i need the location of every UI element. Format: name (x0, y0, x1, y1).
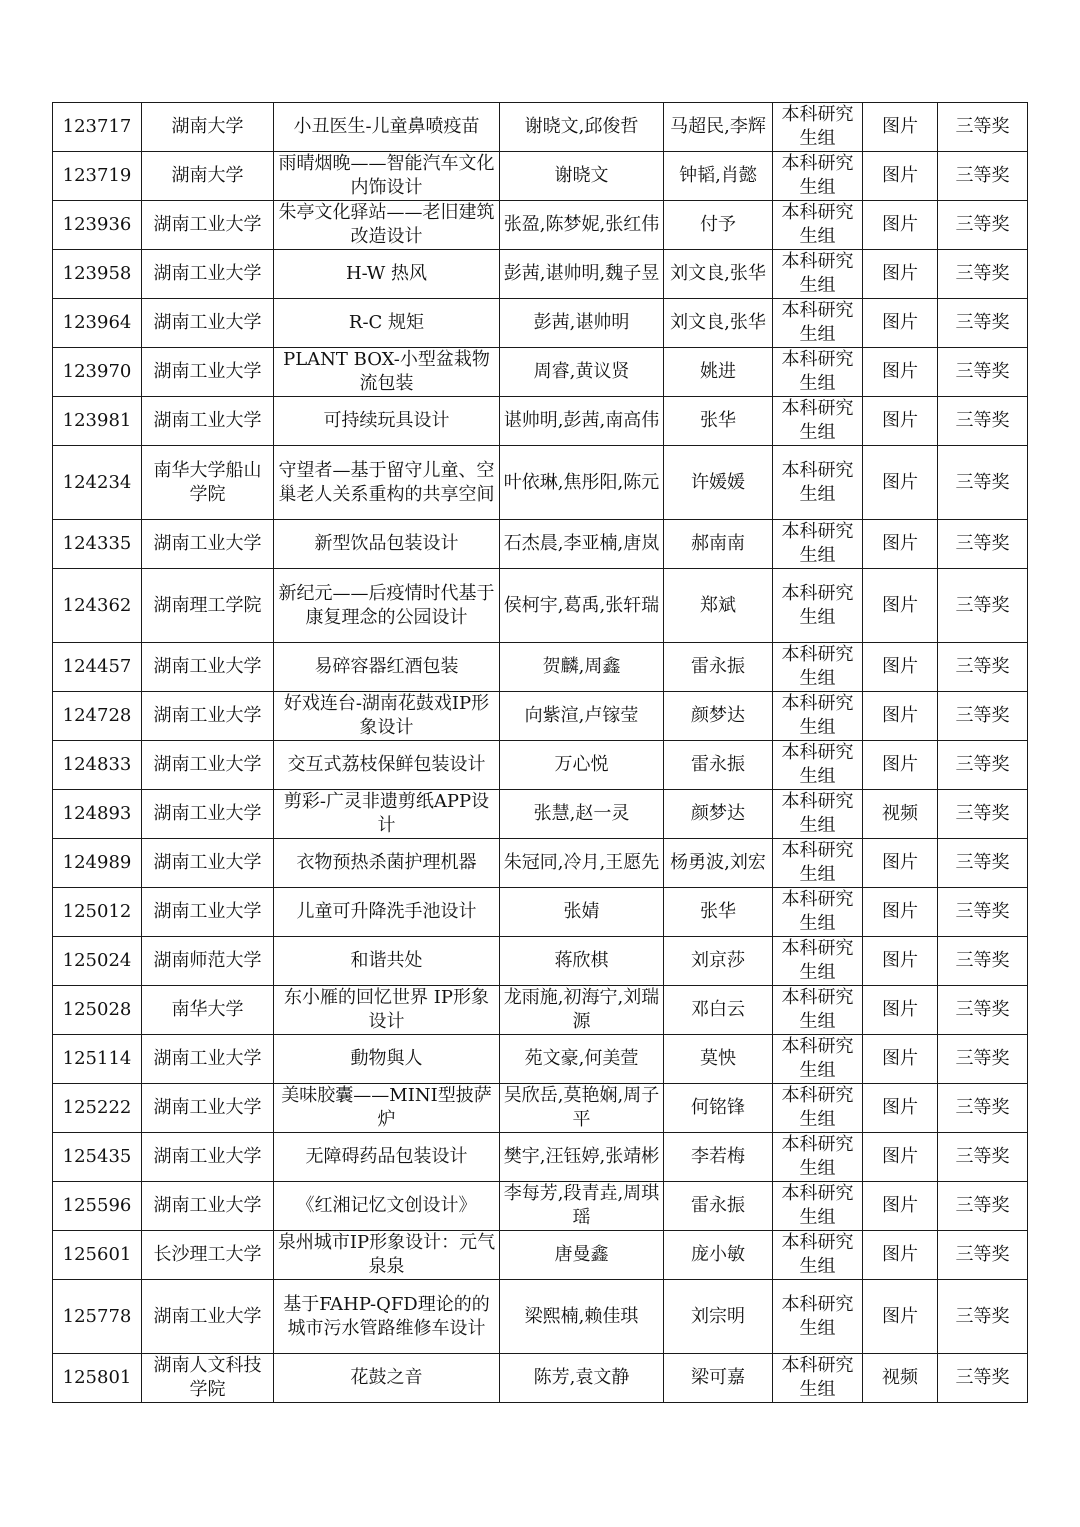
group-cell: 本科研究生组 (773, 299, 863, 348)
school-cell: 长沙理工大学 (142, 1231, 274, 1280)
entry-id-cell: 123964 (53, 299, 142, 348)
school-cell: 湖南工业大学 (142, 1084, 274, 1133)
advisors-cell: 张华 (664, 888, 773, 937)
authors-cell: 石杰晨,李亚楠,唐岚 (500, 520, 664, 569)
advisors-cell: 雷永振 (664, 1182, 773, 1231)
work-type-cell: 图片 (863, 1035, 938, 1084)
school-cell: 湖南工业大学 (142, 348, 274, 397)
table-row (53, 152, 1028, 201)
entry-id-cell: 124989 (53, 839, 142, 888)
advisors-cell: 刘文良,张华 (664, 250, 773, 299)
award-cell: 三等奖 (938, 839, 1028, 888)
group-cell: 本科研究生组 (773, 201, 863, 250)
award-cell: 三等奖 (938, 1354, 1028, 1403)
work-title-cell: R-C 规矩 (274, 299, 500, 348)
advisors-cell: 刘文良,张华 (664, 299, 773, 348)
entry-id-cell: 123970 (53, 348, 142, 397)
award-cell: 三等奖 (938, 692, 1028, 741)
table-row (53, 986, 1028, 1035)
award-cell: 三等奖 (938, 103, 1028, 152)
work-type-cell: 图片 (863, 446, 938, 520)
work-type-cell: 图片 (863, 569, 938, 643)
group-cell: 本科研究生组 (773, 520, 863, 569)
authors-cell: 彭茜,谌帅明 (500, 299, 664, 348)
table-row (53, 348, 1028, 397)
entry-id-cell: 123958 (53, 250, 142, 299)
work-type-cell: 图片 (863, 520, 938, 569)
group-cell: 本科研究生组 (773, 1084, 863, 1133)
entry-id-cell: 123719 (53, 152, 142, 201)
award-cell: 三等奖 (938, 152, 1028, 201)
work-title-cell: 雨晴烟晚——智能汽车文化内饰设计 (274, 152, 500, 201)
advisors-cell: 刘宗明 (664, 1280, 773, 1354)
advisors-cell: 郝南南 (664, 520, 773, 569)
table-row (53, 643, 1028, 692)
work-title-cell: 泉州城市IP形象设计：元气泉泉 (274, 1231, 500, 1280)
work-title-cell: 花鼓之音 (274, 1354, 500, 1403)
entry-id-cell: 124234 (53, 446, 142, 520)
table-row (53, 569, 1028, 643)
group-cell: 本科研究生组 (773, 1035, 863, 1084)
school-cell: 湖南工业大学 (142, 1280, 274, 1354)
group-cell: 本科研究生组 (773, 569, 863, 643)
group-cell: 本科研究生组 (773, 692, 863, 741)
work-type-cell: 图片 (863, 692, 938, 741)
work-type-cell: 图片 (863, 937, 938, 986)
table-row (53, 937, 1028, 986)
entry-id-cell: 125012 (53, 888, 142, 937)
table-row (53, 520, 1028, 569)
advisors-cell: 雷永振 (664, 643, 773, 692)
entry-id-cell: 125778 (53, 1280, 142, 1354)
entry-id-cell: 124728 (53, 692, 142, 741)
authors-cell: 贺麟,周鑫 (500, 643, 664, 692)
authors-cell: 陈芳,袁文静 (500, 1354, 664, 1403)
work-title-cell: 新纪元——后疫情时代基于康复理念的公园设计 (274, 569, 500, 643)
school-cell: 南华大学船山学院 (142, 446, 274, 520)
advisors-cell: 许媛媛 (664, 446, 773, 520)
authors-cell: 侯柯宇,葛禹,张轩瑞 (500, 569, 664, 643)
group-cell: 本科研究生组 (773, 643, 863, 692)
entry-id-cell: 123936 (53, 201, 142, 250)
authors-cell: 蒋欣棋 (500, 937, 664, 986)
award-list-table (52, 102, 1028, 1403)
award-cell: 三等奖 (938, 643, 1028, 692)
school-cell: 湖南工业大学 (142, 790, 274, 839)
entry-id-cell: 125801 (53, 1354, 142, 1403)
authors-cell: 谢晓文 (500, 152, 664, 201)
advisors-cell: 张华 (664, 397, 773, 446)
work-title-cell: 无障碍药品包装设计 (274, 1133, 500, 1182)
school-cell: 湖南工业大学 (142, 520, 274, 569)
authors-cell: 朱冠同,冷月,王愿先 (500, 839, 664, 888)
table-row (53, 1182, 1028, 1231)
award-cell: 三等奖 (938, 446, 1028, 520)
table-row (53, 250, 1028, 299)
award-cell: 三等奖 (938, 250, 1028, 299)
table-row (53, 299, 1028, 348)
work-type-cell: 图片 (863, 348, 938, 397)
work-type-cell: 图片 (863, 888, 938, 937)
work-title-cell: 小丑医生-儿童鼻喷疫苗 (274, 103, 500, 152)
group-cell: 本科研究生组 (773, 790, 863, 839)
award-cell: 三等奖 (938, 520, 1028, 569)
work-type-cell: 图片 (863, 1231, 938, 1280)
work-title-cell: 守望者—基于留守儿童、空巢老人关系重构的共享空间 (274, 446, 500, 520)
school-cell: 湖南工业大学 (142, 1182, 274, 1231)
work-type-cell: 图片 (863, 741, 938, 790)
table-row (53, 888, 1028, 937)
authors-cell: 梁熙楠,赖佳琪 (500, 1280, 664, 1354)
table-row (53, 741, 1028, 790)
advisors-cell: 马超民,李辉 (664, 103, 773, 152)
advisors-cell: 颜梦达 (664, 790, 773, 839)
group-cell: 本科研究生组 (773, 1280, 863, 1354)
work-type-cell: 图片 (863, 643, 938, 692)
group-cell: 本科研究生组 (773, 250, 863, 299)
work-title-cell: 儿童可升降洗手池设计 (274, 888, 500, 937)
authors-cell: 万心悦 (500, 741, 664, 790)
work-title-cell: 新型饮品包装设计 (274, 520, 500, 569)
award-cell: 三等奖 (938, 1182, 1028, 1231)
work-title-cell: 美味胶囊——MINI型披萨炉 (274, 1084, 500, 1133)
award-cell: 三等奖 (938, 397, 1028, 446)
school-cell: 南华大学 (142, 986, 274, 1035)
advisors-cell: 庞小敏 (664, 1231, 773, 1280)
award-cell: 三等奖 (938, 1280, 1028, 1354)
school-cell: 湖南大学 (142, 103, 274, 152)
entry-id-cell: 124335 (53, 520, 142, 569)
table-body (53, 103, 1028, 1403)
work-type-cell: 图片 (863, 397, 938, 446)
school-cell: 湖南人文科技学院 (142, 1354, 274, 1403)
work-type-cell: 图片 (863, 1084, 938, 1133)
work-type-cell: 图片 (863, 152, 938, 201)
authors-cell: 周睿,黄议贤 (500, 348, 664, 397)
authors-cell: 向紫渲,卢镓莹 (500, 692, 664, 741)
school-cell: 湖南理工学院 (142, 569, 274, 643)
work-title-cell: 东小雁的回忆世界 IP形象设计 (274, 986, 500, 1035)
entry-id-cell: 124893 (53, 790, 142, 839)
work-title-cell: 易碎容器红酒包装 (274, 643, 500, 692)
entry-id-cell: 125114 (53, 1035, 142, 1084)
school-cell: 湖南工业大学 (142, 397, 274, 446)
award-cell: 三等奖 (938, 348, 1028, 397)
advisors-cell: 付予 (664, 201, 773, 250)
group-cell: 本科研究生组 (773, 446, 863, 520)
table-row (53, 1354, 1028, 1403)
authors-cell: 谢晓文,邱俊哲 (500, 103, 664, 152)
work-title-cell: 交互式荔枝保鲜包装设计 (274, 741, 500, 790)
advisors-cell: 何铭锋 (664, 1084, 773, 1133)
entry-id-cell: 125435 (53, 1133, 142, 1182)
work-title-cell: PLANT BOX-小型盆栽物流包装 (274, 348, 500, 397)
advisors-cell: 莫怏 (664, 1035, 773, 1084)
table-row (53, 1084, 1028, 1133)
group-cell: 本科研究生组 (773, 1231, 863, 1280)
entry-id-cell: 123717 (53, 103, 142, 152)
group-cell: 本科研究生组 (773, 937, 863, 986)
advisors-cell: 刘京莎 (664, 937, 773, 986)
award-cell: 三等奖 (938, 1133, 1028, 1182)
school-cell: 湖南工业大学 (142, 201, 274, 250)
authors-cell: 叶依琳,焦彤阳,陈元 (500, 446, 664, 520)
work-title-cell: 朱亭文化驿站——老旧建筑改造设计 (274, 201, 500, 250)
authors-cell: 彭茜,谌帅明,魏子昱 (500, 250, 664, 299)
authors-cell: 张婧 (500, 888, 664, 937)
work-type-cell: 视频 (863, 1354, 938, 1403)
award-cell: 三等奖 (938, 790, 1028, 839)
work-type-cell: 视频 (863, 790, 938, 839)
table-row (53, 1280, 1028, 1354)
group-cell: 本科研究生组 (773, 348, 863, 397)
entry-id-cell: 125601 (53, 1231, 142, 1280)
entry-id-cell: 125024 (53, 937, 142, 986)
award-cell: 三等奖 (938, 741, 1028, 790)
work-type-cell: 图片 (863, 299, 938, 348)
work-type-cell: 图片 (863, 839, 938, 888)
advisors-cell: 李若梅 (664, 1133, 773, 1182)
award-cell: 三等奖 (938, 201, 1028, 250)
work-title-cell: 可持续玩具设计 (274, 397, 500, 446)
work-title-cell: 好戏连台-湖南花鼓戏IP形象设计 (274, 692, 500, 741)
authors-cell: 苑文豪,何美萱 (500, 1035, 664, 1084)
work-title-cell: 基于FAHP-QFD理论的的城市污水管路维修车设计 (274, 1280, 500, 1354)
advisors-cell: 钟韬,肖懿 (664, 152, 773, 201)
award-cell: 三等奖 (938, 569, 1028, 643)
authors-cell: 龙雨施,初海宁,刘瑞源 (500, 986, 664, 1035)
work-type-cell: 图片 (863, 201, 938, 250)
work-title-cell: 衣物预热杀菌护理机器 (274, 839, 500, 888)
authors-cell: 张盈,陈梦妮,张红伟 (500, 201, 664, 250)
advisors-cell: 邓白云 (664, 986, 773, 1035)
authors-cell: 李每芳,段青垚,周琪瑶 (500, 1182, 664, 1231)
group-cell: 本科研究生组 (773, 397, 863, 446)
advisors-cell: 杨勇波,刘宏 (664, 839, 773, 888)
group-cell: 本科研究生组 (773, 986, 863, 1035)
advisors-cell: 姚进 (664, 348, 773, 397)
school-cell: 湖南工业大学 (142, 741, 274, 790)
school-cell: 湖南工业大学 (142, 1133, 274, 1182)
entry-id-cell: 124457 (53, 643, 142, 692)
work-type-cell: 图片 (863, 1280, 938, 1354)
school-cell: 湖南工业大学 (142, 250, 274, 299)
authors-cell: 唐曼鑫 (500, 1231, 664, 1280)
award-cell: 三等奖 (938, 299, 1028, 348)
school-cell: 湖南大学 (142, 152, 274, 201)
school-cell: 湖南工业大学 (142, 1035, 274, 1084)
table-row (53, 103, 1028, 152)
group-cell: 本科研究生组 (773, 1133, 863, 1182)
advisors-cell: 郑斌 (664, 569, 773, 643)
award-cell: 三等奖 (938, 1231, 1028, 1280)
table-row (53, 1035, 1028, 1084)
entry-id-cell: 123981 (53, 397, 142, 446)
authors-cell: 吴欣岳,莫艳娴,周子平 (500, 1084, 664, 1133)
work-title-cell: 剪彩-广灵非遗剪纸APP设计 (274, 790, 500, 839)
table-row (53, 790, 1028, 839)
award-cell: 三等奖 (938, 1084, 1028, 1133)
group-cell: 本科研究生组 (773, 1182, 863, 1231)
authors-cell: 张慧,赵一灵 (500, 790, 664, 839)
school-cell: 湖南工业大学 (142, 839, 274, 888)
work-title-cell: 和谐共处 (274, 937, 500, 986)
school-cell: 湖南工业大学 (142, 299, 274, 348)
group-cell: 本科研究生组 (773, 741, 863, 790)
entry-id-cell: 124362 (53, 569, 142, 643)
entry-id-cell: 125028 (53, 986, 142, 1035)
advisors-cell: 雷永振 (664, 741, 773, 790)
award-cell: 三等奖 (938, 986, 1028, 1035)
group-cell: 本科研究生组 (773, 839, 863, 888)
work-title-cell: 《红湘记忆文创设计》 (274, 1182, 500, 1231)
table-row (53, 692, 1028, 741)
school-cell: 湖南工业大学 (142, 692, 274, 741)
authors-cell: 谌帅明,彭茜,南高伟 (500, 397, 664, 446)
group-cell: 本科研究生组 (773, 152, 863, 201)
table-row (53, 839, 1028, 888)
advisors-cell: 梁可嘉 (664, 1354, 773, 1403)
school-cell: 湖南工业大学 (142, 888, 274, 937)
table-row (53, 1231, 1028, 1280)
work-type-cell: 图片 (863, 1133, 938, 1182)
group-cell: 本科研究生组 (773, 103, 863, 152)
work-type-cell: 图片 (863, 986, 938, 1035)
school-cell: 湖南师范大学 (142, 937, 274, 986)
work-type-cell: 图片 (863, 103, 938, 152)
advisors-cell: 颜梦达 (664, 692, 773, 741)
work-title-cell: H-W 热风 (274, 250, 500, 299)
entry-id-cell: 125596 (53, 1182, 142, 1231)
award-cell: 三等奖 (938, 937, 1028, 986)
group-cell: 本科研究生组 (773, 888, 863, 937)
work-type-cell: 图片 (863, 1182, 938, 1231)
award-cell: 三等奖 (938, 1035, 1028, 1084)
table-row (53, 1133, 1028, 1182)
entry-id-cell: 124833 (53, 741, 142, 790)
authors-cell: 樊宇,汪钰婷,张靖彬 (500, 1133, 664, 1182)
table-row (53, 397, 1028, 446)
group-cell: 本科研究生组 (773, 1354, 863, 1403)
school-cell: 湖南工业大学 (142, 643, 274, 692)
table-row (53, 201, 1028, 250)
work-type-cell: 图片 (863, 250, 938, 299)
award-cell: 三等奖 (938, 888, 1028, 937)
table-row (53, 446, 1028, 520)
entry-id-cell: 125222 (53, 1084, 142, 1133)
work-title-cell: 動物與人 (274, 1035, 500, 1084)
